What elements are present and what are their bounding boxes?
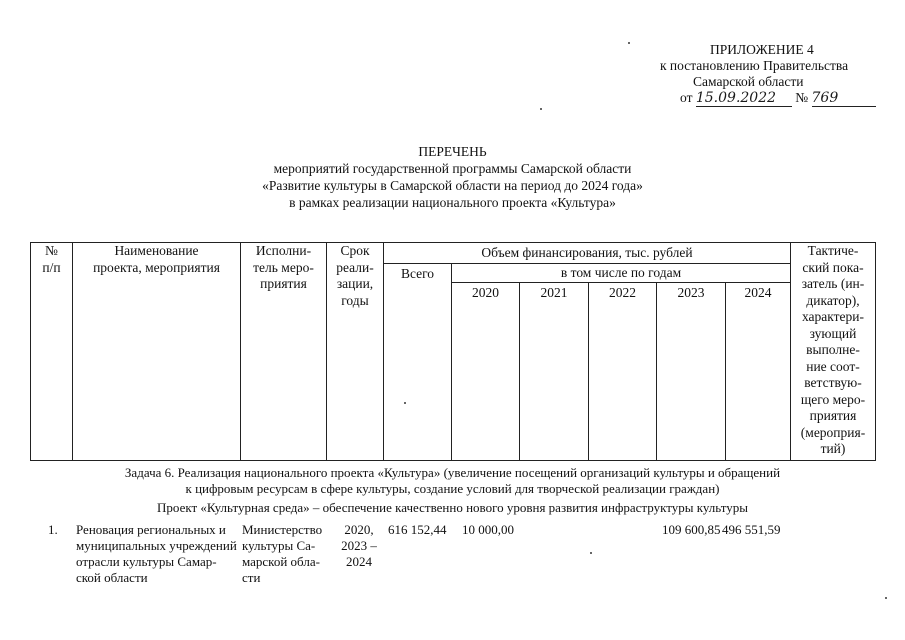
task-line2: к цифровым ресурсам в сфере культуры, создание условий для творческой реализации граждан) (185, 481, 720, 496)
scan-speck (628, 42, 630, 44)
date-prefix: от (680, 90, 693, 105)
number-prefix: № (795, 90, 809, 105)
scan-speck (885, 597, 887, 599)
row-exec: Министерство культуры Са- марской обла- сти (242, 522, 323, 585)
col-num-header: № п/п (31, 243, 73, 461)
year-2023-header: 2023 (657, 283, 726, 461)
row-name: Реновация региональных и муниципальных учреждений отрасли культуры Самар- ской области (76, 522, 237, 585)
row-2020: 10 000,00 (462, 522, 514, 537)
appendix-title: ПРИЛОЖЕНИЕ 4 (710, 42, 814, 57)
row-2024: 496 551,59 (722, 522, 781, 537)
heading-line3: в рамках реализации национального проекта «Культура» (289, 195, 616, 210)
heading-line2: «Развитие культуры в Самарской области на период до 2024 года» (262, 178, 643, 193)
scan-speck (540, 108, 542, 110)
row-2023: 109 600,85 (662, 522, 721, 537)
appendix-line2: к постановлению Правительства (660, 58, 849, 73)
handwritten-date: 15.09.2022 (695, 90, 777, 106)
heading-line1: мероприятий государственной программы Самарской области (273, 161, 632, 176)
date-field (696, 90, 792, 107)
funding-header: Объем финансирования, тыс. рублей (384, 243, 791, 264)
appendix-date-line (680, 90, 876, 107)
number-field (812, 90, 876, 107)
scan-speck (590, 552, 592, 554)
year-2021-header: 2021 (520, 283, 589, 461)
by-year-header: в том числе по годам (452, 264, 791, 283)
page-title: ПЕРЕЧЕНЬ (418, 144, 487, 159)
col-name-header: Наименование проекта, мероприятия (73, 243, 241, 461)
year-2024-header: 2024 (726, 283, 791, 461)
row-num: 1. (48, 522, 58, 537)
year-2022-header: 2022 (589, 283, 657, 461)
appendix-line3: Самарской области (693, 74, 804, 89)
col-term-header: Срок реали- зации, годы (327, 243, 384, 461)
col-total-header: Всего (384, 264, 452, 461)
row-term: 2020, 2023 – 2024 (341, 522, 377, 569)
header-table (30, 242, 876, 461)
col-indicator-header: Тактиче- ский пока- затель (ин- дикатор), характери- зующий выполне- ние соот- ветствую- щего меро- приятия (мероприя- тий) (791, 243, 876, 461)
scan-speck (404, 402, 406, 404)
task-line1: Задача 6. Реализация национального проекта «Культура» (увеличение посещений организаций культуры и обращений (124, 465, 781, 480)
handwritten-number: 769 (811, 90, 839, 106)
row-total: 616 152,44 (388, 522, 447, 537)
year-2020-header: 2020 (452, 283, 520, 461)
col-exec-header: Исполни- тель меро- приятия (241, 243, 327, 461)
project-line: Проект «Культурная среда» – обеспечение качественно нового уровня развития инфраструктуры культуры (157, 500, 748, 515)
